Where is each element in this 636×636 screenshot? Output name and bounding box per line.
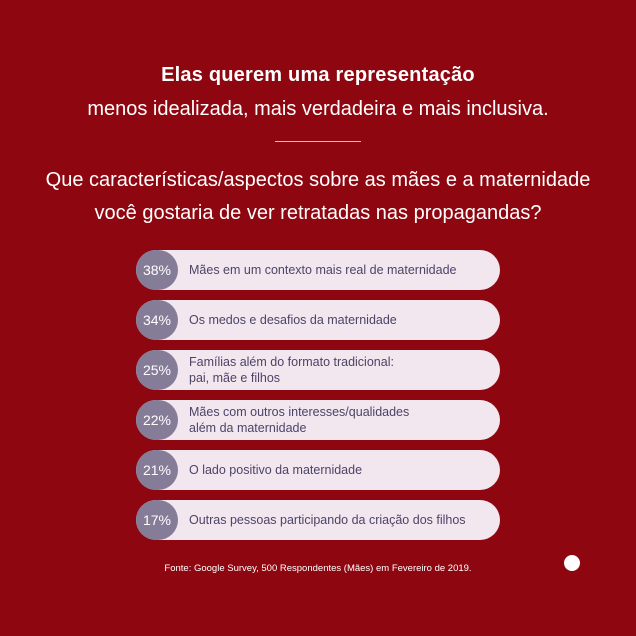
percentage-badge: 17%: [136, 500, 178, 540]
percentage-badge: 22%: [136, 400, 178, 440]
result-label: [189, 404, 490, 436]
result-row: [136, 350, 500, 390]
percentage-badge: 34%: [136, 300, 178, 340]
result-row: [136, 450, 500, 490]
result-label-line-1: Famílias além do formato tradicional:: [189, 355, 394, 369]
source-note: Fonte: Google Survey, 500 Respondentes (Mães) em Fevereiro de 2019.: [164, 563, 472, 574]
result-label-line-1: O lado positivo da maternidade: [189, 463, 363, 477]
result-label-line-1: Mães em um contexto mais real de maternidade: [189, 263, 457, 277]
percentage-badge: 38%: [136, 250, 178, 290]
result-label-line-1: Outras pessoas participando da criação dos filhos: [189, 513, 466, 527]
result-label-line-2: pai, mãe e filhos: [189, 371, 281, 385]
divider: [275, 141, 361, 142]
result-label: [189, 512, 490, 528]
result-label: [189, 462, 490, 478]
headline: Elas querem uma representação: [161, 64, 475, 86]
subheadline: menos idealizada, mais verdadeira e mais inclusiva.: [87, 98, 549, 120]
result-row: [136, 500, 500, 540]
survey-question: [0, 164, 636, 230]
percentage-badge: 21%: [136, 450, 178, 490]
survey-question-line-1: Que características/aspectos sobre as mães e a maternidade: [45, 169, 591, 191]
result-row: [136, 250, 500, 290]
result-label: [189, 262, 490, 278]
result-label: [189, 354, 490, 386]
survey-question-line-2: você gostaria de ver retratadas nas propagandas?: [94, 202, 542, 224]
result-row: [136, 300, 500, 340]
result-label-line-2: além da maternidade: [189, 421, 307, 435]
decorative-dot: [564, 555, 580, 571]
percentage-badge: 25%: [136, 350, 178, 390]
result-label: [189, 312, 490, 328]
result-label-line-1: Mães com outros interesses/qualidades: [189, 405, 410, 419]
result-label-line-1: Os medos e desafios da maternidade: [189, 313, 397, 327]
result-row: [136, 400, 500, 440]
